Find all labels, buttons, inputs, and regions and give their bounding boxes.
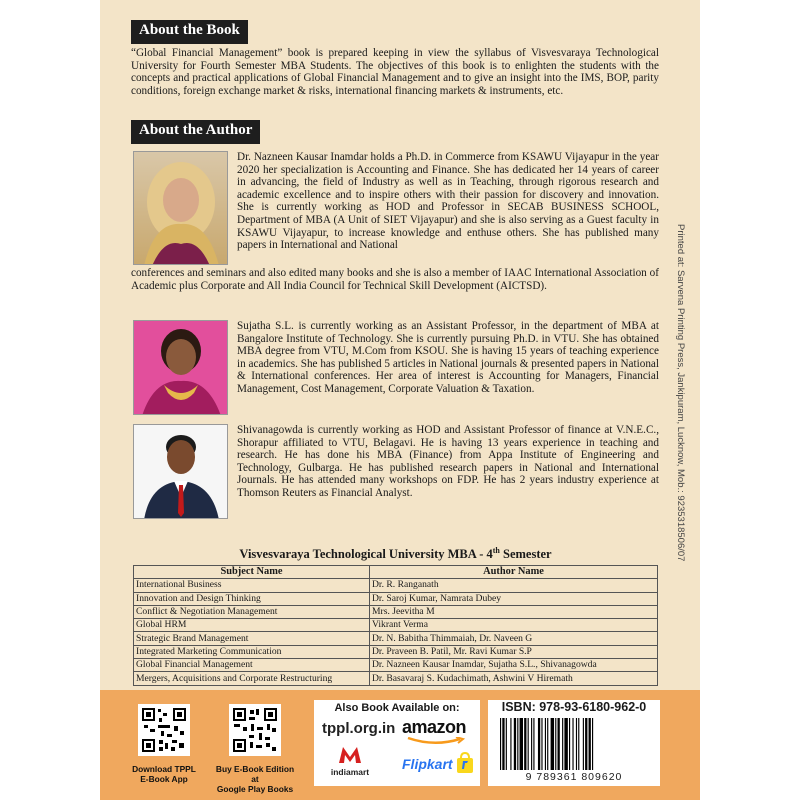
about-book-heading: About the Book (131, 20, 248, 44)
table-row (134, 672, 658, 685)
subject-cell: Integrated Marketing Communication (134, 645, 370, 658)
table-row (134, 592, 658, 605)
amazon-smile-icon (406, 737, 466, 745)
qr-play-books-caption-line-1: Buy E-Book Edition at (215, 764, 295, 784)
indiamart-label: indiamart (330, 767, 370, 777)
barcode-bar (555, 718, 556, 770)
barcode-bar (572, 718, 573, 770)
barcode-bar (592, 718, 593, 770)
qr-app-caption-line-2: E-Book App (140, 774, 188, 784)
subject-cell: Strategic Brand Management (134, 632, 370, 645)
barcode-bar (564, 718, 567, 770)
amazon-logo[interactable] (402, 717, 474, 747)
barcode-bar (576, 718, 577, 770)
barcode-bar (547, 718, 548, 770)
flipkart-bag-icon (456, 752, 474, 774)
author-cell: Vikrant Verma (370, 619, 658, 632)
author-cell: Dr. R. Ranganath (370, 579, 658, 592)
author-1-photo (133, 151, 228, 265)
qr-code-play-books-icon[interactable] (229, 704, 281, 756)
qr-pattern-icon (232, 707, 278, 753)
author-3-portrait-icon (134, 425, 228, 519)
barcode-bar (533, 718, 534, 770)
barcode-bar (514, 718, 516, 770)
subject-cell: International Business (134, 579, 370, 592)
table-title-suffix: Semester (499, 547, 552, 562)
barcode-digits: 9 789361 809620 (525, 771, 623, 783)
author-cell: Dr. Nazneen Kausar Inamdar, Sujatha S.L., Shivanagowda (370, 659, 658, 672)
tppl-link[interactable]: tppl.org.in (322, 720, 396, 737)
barcode-bar (506, 718, 507, 770)
barcode-bar (585, 718, 587, 770)
barcode-bar (502, 718, 504, 770)
about-book-text: “Global Financial Management” book is prepared keeping in view the syllabus of Visvesvaraya Technological University for Fourth Semester MBA Students. The objectives of this book is to enlighten the students with the concepts and practical applications of Global Financial Management and to give an insight into the IMS, BOP, parity conditions, foreign exchange market & risks, international financing markets & instruments, etc. (131, 47, 659, 97)
author-3-photo (133, 424, 228, 519)
author-cell: Dr. Saroj Kumar, Namrata Dubey (370, 592, 658, 605)
isbn-number: ISBN: 978-93-6180-962-0 (501, 700, 647, 714)
subject-cell: Innovation and Design Thinking (134, 592, 370, 605)
barcode-bar (545, 718, 546, 770)
table-title-main: Visvesvaraya Technological University MBA - 4 (239, 547, 493, 562)
author-2-portrait-icon (134, 321, 228, 415)
author-1-bio-top: Dr. Nazneen Kausar Inamdar holds a Ph.D. in Commerce from KSAWU Vijayapur in the year 2020 her specialization is Accounting and Finance. She has dedicated her 14 years of career in advancing, the field of Industry as well as in Teaching, through rigorous research and academic excellence and to inspire others with their passion for discovery and innovation. She is currently working as HOD and Professor in SECAB BUSINESS SCHOOL, Department of MBA (A Unit of SIET Vijayapur) and she is also serving as a Guest faculty in KSAWU Vijayapur, to increase knowledge and enthuse others. She has published many papers in International and National (237, 151, 659, 252)
table-header-row (134, 566, 658, 579)
qr-code-app-icon[interactable] (138, 704, 190, 756)
barcode-bar (524, 718, 526, 770)
barcode-bar (569, 718, 570, 770)
availability-title: Also Book Available on: (334, 702, 460, 714)
indiamart-logo[interactable] (327, 745, 373, 781)
barcode-bar (558, 718, 560, 770)
table-title-sup: th (492, 546, 500, 555)
barcode-bar (562, 718, 563, 770)
table-row (134, 579, 658, 592)
barcode-bar (517, 718, 518, 770)
semester-table-title (133, 546, 658, 562)
author-2-photo (133, 320, 228, 415)
barcode-bar (578, 718, 579, 770)
barcode-bar (589, 718, 591, 770)
author-2-bio: Sujatha S.L. is currently working as an Assistant Professor, in the department of MBA at Bangalore Institute of Technology. She is currently pursuing Ph.D. in VTU. She has obtained MBA degree from VTU, M.Com from KSOU. She is having 15 years of teaching experience in academics. She has published 5 articles in National journals & presented papers in National & International conferences. Her area of interest is Accounting for Managers, Financial Management, Cost Management, Corporate Valuation & Taxation. (237, 320, 659, 395)
barcode-bar (510, 718, 511, 770)
table-row (134, 632, 658, 645)
qr-play-books-caption-line-2: Google Play Books (216, 784, 294, 794)
subject-cell: Global Financial Management (134, 659, 370, 672)
printer-note: Printed at: Sarvena Printing Press, Jankipuram, Lucknow, Mob.: 9235318506/07 (675, 224, 686, 562)
flipkart-label: Flipkart (402, 756, 453, 772)
flipkart-logo[interactable] (402, 752, 476, 778)
barcode-bar (500, 718, 501, 770)
qr-play-books-caption (212, 764, 298, 794)
subject-cell: Conflict & Negotiation Management (134, 605, 370, 618)
header-author: Author Name (370, 566, 658, 579)
author-1-portrait-icon (134, 152, 228, 265)
indiamart-m-icon (337, 745, 363, 765)
table-row (134, 619, 658, 632)
author-cell: Dr. N. Babitha Thimmaiah, Dr. Naveen G (370, 632, 658, 645)
barcode-bar (520, 718, 523, 770)
qr-app-caption-line-1: Download TPPL (132, 764, 196, 774)
barcode-bar (551, 718, 554, 770)
semester-books-table (133, 565, 658, 686)
qr-app-caption (126, 764, 202, 784)
table-row (134, 645, 658, 658)
table-row (134, 605, 658, 618)
barcode-bar (538, 718, 540, 770)
barcode-bar (531, 718, 532, 770)
table-row (134, 659, 658, 672)
author-cell: Mrs. Jeevitha M (370, 605, 658, 618)
subject-cell: Global HRM (134, 619, 370, 632)
barcode-bar (528, 718, 529, 770)
barcode-icon (498, 718, 650, 770)
header-subject: Subject Name (134, 566, 370, 579)
author-3-bio: Shivanagowda is currently working as HOD and Assistant Professor of finance at V.N.E.C., Shorapur affiliated to VTU, Belagavi. He is having 13 years experience in teaching and research. He has done his MBA (Finance) from Appa Institute of Engineering and Technology, Gulbarga. He has published research papers in National and International Journals. He has attended many workshops on FDP. He has 2 years industry experience at Thomson Reuters as Financial Analyst. (237, 424, 659, 499)
author-cell: Dr. Praveen B. Patil, Mr. Ravi Kumar S.P (370, 645, 658, 658)
amazon-logo-text: amazon (402, 717, 467, 737)
author-1-bio-bottom: conferences and seminars and also edited many books and she is also a member of IAAC International Association of Academic plus Corporate and All India Council for Technical Skill Development (AICTSD). (131, 267, 659, 292)
about-author-heading: About the Author (131, 120, 260, 144)
barcode-bar (583, 718, 584, 770)
barcode-bar (541, 718, 542, 770)
qr-pattern-icon (141, 707, 187, 753)
author-cell: Dr. Basavaraj S. Kudachimath, Ashwini V Hiremath (370, 672, 658, 685)
subject-cell: Mergers, Acquisitions and Corporate Restructuring (134, 672, 370, 685)
